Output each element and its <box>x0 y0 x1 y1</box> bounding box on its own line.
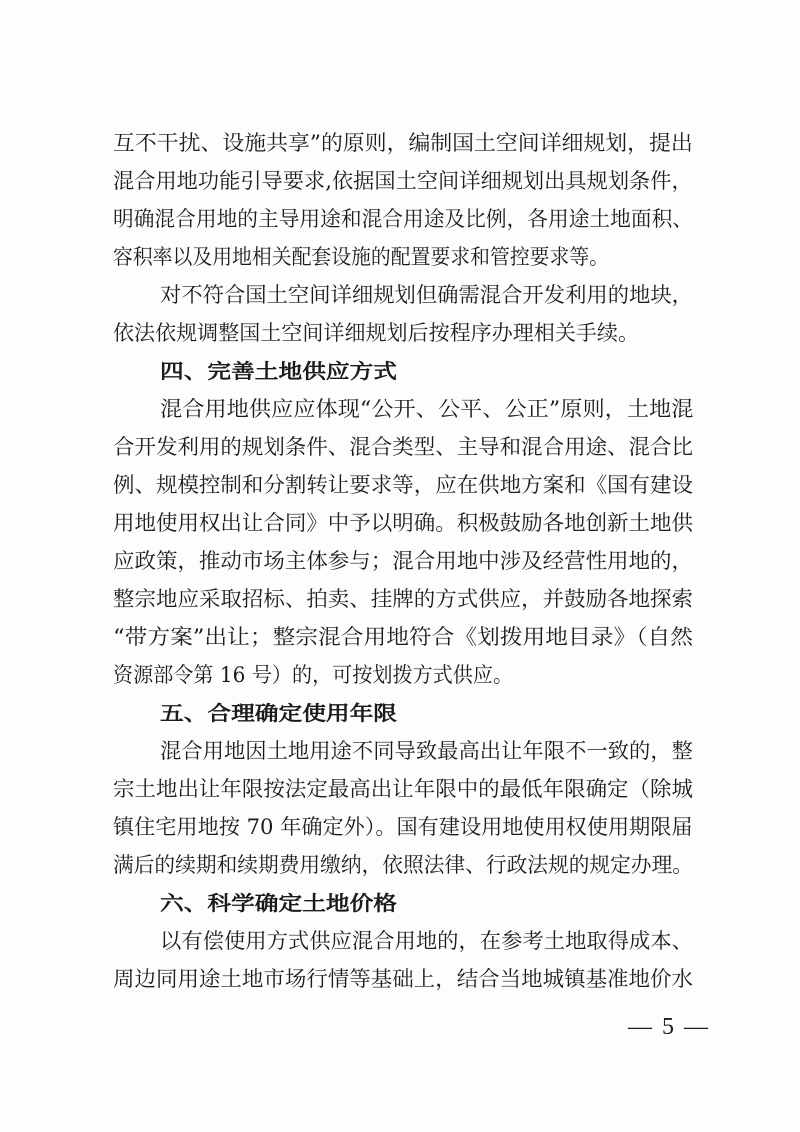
paragraph-line: 宗土地出让年限按法定最高出让年限中的最低年限确定（除城 <box>113 777 693 801</box>
page-number: — 5 — <box>628 1014 710 1040</box>
paragraph-line: 例、规模控制和分割转让要求等，应在供地方案和《国有建设 <box>113 473 693 497</box>
paragraph-line: 周边同用途土地市场行情等基础上，结合当地城镇基准地价水 <box>113 967 693 991</box>
paragraph-line: 混合用地功能引导要求,依据国土空间详细规划出具规划条件， <box>113 169 693 193</box>
paragraph-line: 资源部令第 16 号）的，可按划拨方式供应。 <box>113 663 514 687</box>
paragraph-line: 容积率以及用地相关配套设施的配置要求和管控要求等。 <box>113 245 610 269</box>
paragraph-line: 合开发利用的规划条件、混合类型、主导和混合用途、混合比 <box>113 435 693 459</box>
paragraph-line: 混合用地因土地用途不同导致最高出让年限不一致的，整 <box>160 739 693 763</box>
paragraph-line: 以有偿使用方式供应混合用地的，在参考土地取得成本、 <box>160 929 693 953</box>
paragraph-line: 满后的续期和续期费用缴纳，依照法律、行政法规的规定办理。 <box>113 853 694 877</box>
paragraph-line: 整宗地应采取招标、拍卖、挂牌的方式供应，并鼓励各地探索 <box>113 587 693 611</box>
paragraph-line: 互不干扰、设施共享”的原则，编制国土空间详细规划，提出 <box>113 131 693 155</box>
section-heading: 四、完善土地供应方式 <box>160 359 397 383</box>
paragraph-line: 明确混合用地的主导用途和混合用途及比例，各用途土地面积、 <box>113 207 694 231</box>
paragraph-line: 用地使用权出让合同》中予以明确。积极鼓励各地创新土地供 <box>113 511 693 535</box>
paragraph-line: 对不符合国土空间详细规划但确需混合开发利用的地块， <box>160 283 693 307</box>
paragraph-line: 镇住宅用地按 70 年确定外）。国有建设用地使用权使用期限届 <box>113 815 693 839</box>
section-heading: 六、科学确定土地价格 <box>160 891 397 915</box>
paragraph-line: 应政策，推动市场主体参与；混合用地中涉及经营性用地的， <box>113 549 693 573</box>
paragraph-line: 依法依规调整国土空间详细规划后按程序办理相关手续。 <box>113 321 639 345</box>
paragraph-line: “带方案”出让；整宗混合用地符合《划拨用地目录》（自然 <box>113 625 693 649</box>
section-heading: 五、合理确定使用年限 <box>160 701 397 725</box>
paragraph-line: 混合用地供应应体现“公开、公平、公正”原则，土地混 <box>160 397 694 421</box>
